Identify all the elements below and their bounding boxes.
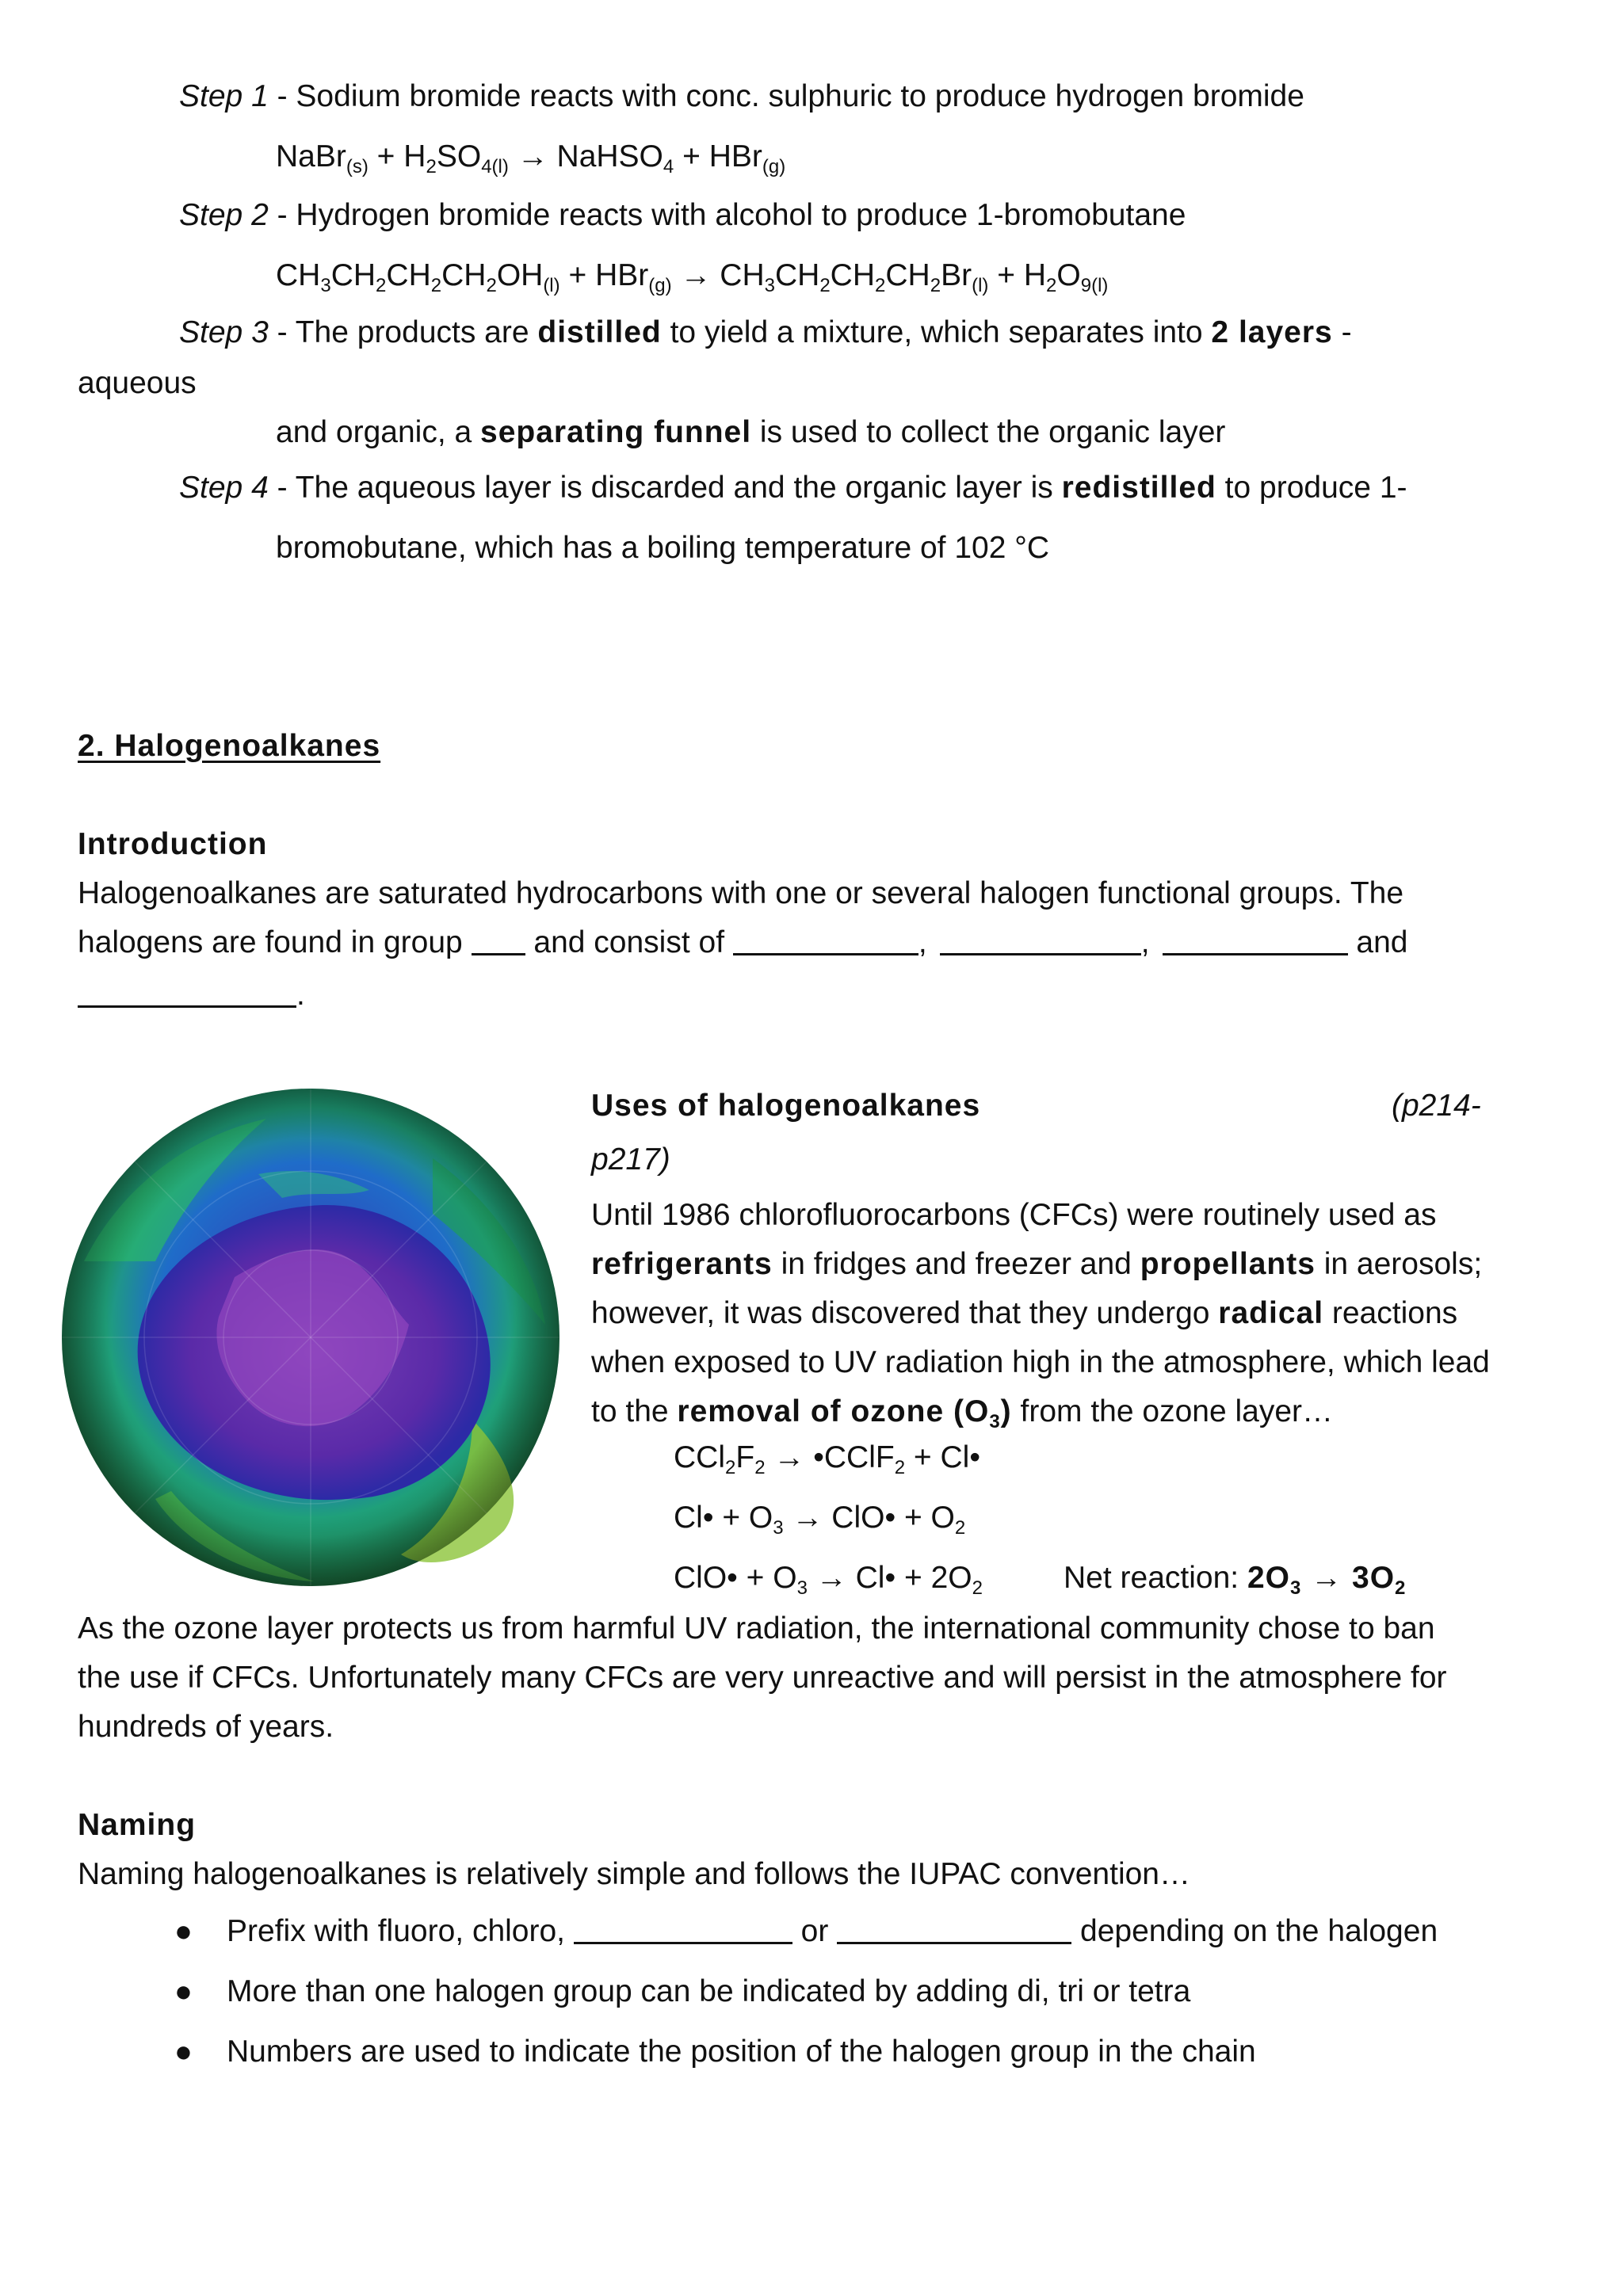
bullet-icon: ●: [174, 1915, 193, 1948]
uses-line-1: Until 1986 chlorofluorocarbons (CFCs) were routinely used as: [591, 1198, 1437, 1232]
introduction-line-2: halogens are found in group and consist of , , and: [78, 925, 1408, 959]
bullet-icon: ●: [174, 1975, 193, 2008]
step-3-wrap: aqueous: [78, 366, 197, 400]
uses-line-4: when exposed to UV radiation high in the atmosphere, which lead: [591, 1345, 1490, 1379]
reaction-1: $CCl_2F_2$ → •CClF$_2$ + Cl•: [674, 1440, 980, 1478]
naming-bullet-1: Prefix with fluoro, chloro, or depending on the halogen: [227, 1914, 1438, 1948]
reaction-2: Cl• + $O_3$ → ClO• + $O_2$: [674, 1501, 966, 1539]
introduction-heading: Introduction: [78, 827, 268, 861]
uses-line-2: refrigerants in fridges and freezer and propellants in aerosols;: [591, 1247, 1483, 1281]
step-4-line-2: bromobutane, which has a boiling temperature of 102 °C: [276, 531, 1050, 565]
equation-1: NaBr$_{(s)}$ + $H_2SO_{4(l)}$ → NaHSO$_4$ + HBr$_{(g)}$: [276, 139, 786, 177]
uses-pages-wrap: p217): [591, 1142, 670, 1177]
reaction-3: ClO• + $O_3$ → Cl• + $2O_2$: [674, 1561, 983, 1599]
ozone-paragraph-line-2: the use if CFCs. Unfortunately many CFCs are very unreactive and will persist in the atmosphere for: [78, 1661, 1447, 1695]
blank-halogen-1[interactable]: [733, 953, 918, 955]
naming-intro: Naming halogenoalkanes is relatively simple and follows the IUPAC convention…: [78, 1857, 1190, 1891]
naming-bullet-3: Numbers are used to indicate the position of the halogen group in the chain: [227, 2035, 1256, 2069]
blank-halogen-2[interactable]: [940, 953, 1141, 955]
step-2: Step 2 - Hydrogen bromide reacts with alcohol to produce 1-bromobutane: [179, 198, 1186, 232]
blank-prefix-1[interactable]: [574, 1942, 792, 1944]
blank-prefix-2[interactable]: [837, 1942, 1071, 1944]
step-4: Step 4 - The aqueous layer is discarded and the organic layer is redistilled to produce 1-: [179, 471, 1407, 505]
ozone-hole-globe-image: [60, 1087, 561, 1588]
equation-2: $CH_3CH_2CH_2CH_2OH_{(l)} + HBr_{(g)} \to CH_3CH_2CH_2CH_2Br_{(l)} + H_2O_{9(l)}$: [276, 258, 1109, 296]
blank-halogen-3[interactable]: [1163, 953, 1348, 955]
section-heading: 2. Halogenoalkanes: [78, 729, 381, 763]
uses-line-5: to the removal of ozone $(O_3)$ from the ozone layer…: [591, 1394, 1334, 1432]
uses-heading: Uses of halogenoalkanes: [591, 1089, 981, 1123]
introduction-line-3: .: [78, 976, 305, 1014]
blank-group[interactable]: [472, 953, 525, 955]
introduction-line-1: Halogenoalkanes are saturated hydrocarbons with one or several halogen functional groups. The: [78, 876, 1404, 910]
net-reaction: Net reaction: $2O_3 \to 3O_2$: [1064, 1561, 1407, 1599]
naming-bullet-2: More than one halogen group can be indicated by adding di, tri or tetra: [227, 1974, 1191, 2008]
blank-halogen-4[interactable]: [78, 1005, 296, 1008]
bullet-icon: ●: [174, 2035, 193, 2069]
step-3-line-2: and organic, a separating funnel is used to collect the organic layer: [276, 415, 1226, 449]
naming-heading: Naming: [78, 1808, 197, 1842]
step-1: Step 1 - Sodium bromide reacts with conc. sulphuric to produce hydrogen bromide: [179, 79, 1304, 113]
uses-line-3: however, it was discovered that they undergo radical reactions: [591, 1296, 1458, 1330]
uses-pages: (p214-: [1392, 1089, 1481, 1123]
ozone-paragraph-line-3: hundreds of years.: [78, 1710, 334, 1744]
step-3: Step 3 - The products are distilled to yield a mixture, which separates into 2 layers -: [179, 315, 1352, 349]
ozone-paragraph-line-1: As the ozone layer protects us from harmful UV radiation, the international community chose to ban: [78, 1611, 1435, 1646]
